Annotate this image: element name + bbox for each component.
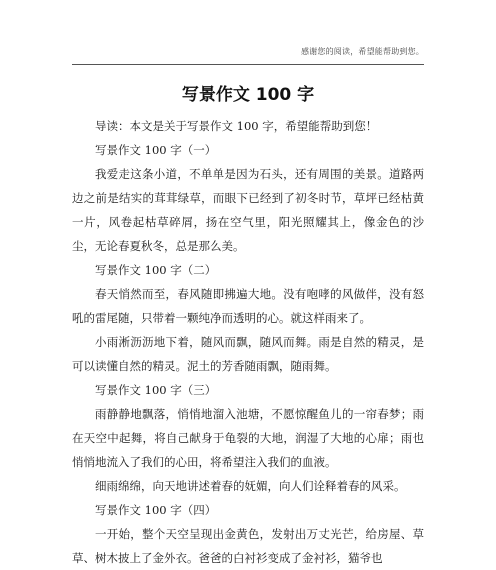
paragraph: 我爱走这条小道，不单单是因为石头，还有周围的美景。道路两边之前是结实的茸茸绿草，而眼下已经到了初冬时节，草坪已经枯黄一片，风卷起枯草碎屑，扬在空气里，阳光照耀其上，像金色的沙尘，无论春夏秋冬，总是那么美。 [72, 167, 424, 253]
intro-paragraph: 导读：本文是关于写景作文 100 字，希望能帮助到您！ [95, 119, 378, 133]
section-heading: 写景作文 100 字（四） [95, 503, 217, 517]
paragraph: 春天悄然而至，春风随即拂遍大地。没有咆哮的风做伴，没有怒吼的雷尾随，只带着一颗纯净而透明的心。就这样雨来了。 [72, 287, 424, 325]
header-note: 感谢您的阅读，希望能帮助到您。 [301, 47, 424, 56]
header-divider [72, 64, 424, 65]
section-heading: 写景作文 100 字（二） [95, 263, 217, 277]
paragraph: 一开始，整个天空呈现出金黄色，发射出万丈光芒，给房屋、草草、树木披上了金外衣。爸爸的白衬衫变成了金衬衫，猫爷也 [72, 527, 424, 565]
document-title: 写景作文 100 字 [181, 85, 315, 105]
section-heading: 写景作文 100 字（三） [95, 383, 217, 397]
document-body [72, 114, 424, 570]
paragraph: 细雨绵绵，向天地讲述着春的妩媚，向人们诠释着春的风采。 [95, 479, 406, 493]
section-heading: 写景作文 100 字（一） [95, 143, 217, 157]
paragraph: 小雨淅沥沥地下着，随风而飘，随风而舞。雨是自然的精灵，是可以读懂自然的精灵。泥土的芳香随雨飘，随雨舞。 [72, 335, 424, 373]
paragraph: 雨静静地飘落，悄悄地溜入池塘，不愿惊醒鱼儿的一帘春梦；雨在天空中起舞，将自己献身于龟裂的大地，润湿了大地的心扉；雨也悄悄地流入了我们的心田，将希望注入我们的血液。 [72, 407, 424, 469]
